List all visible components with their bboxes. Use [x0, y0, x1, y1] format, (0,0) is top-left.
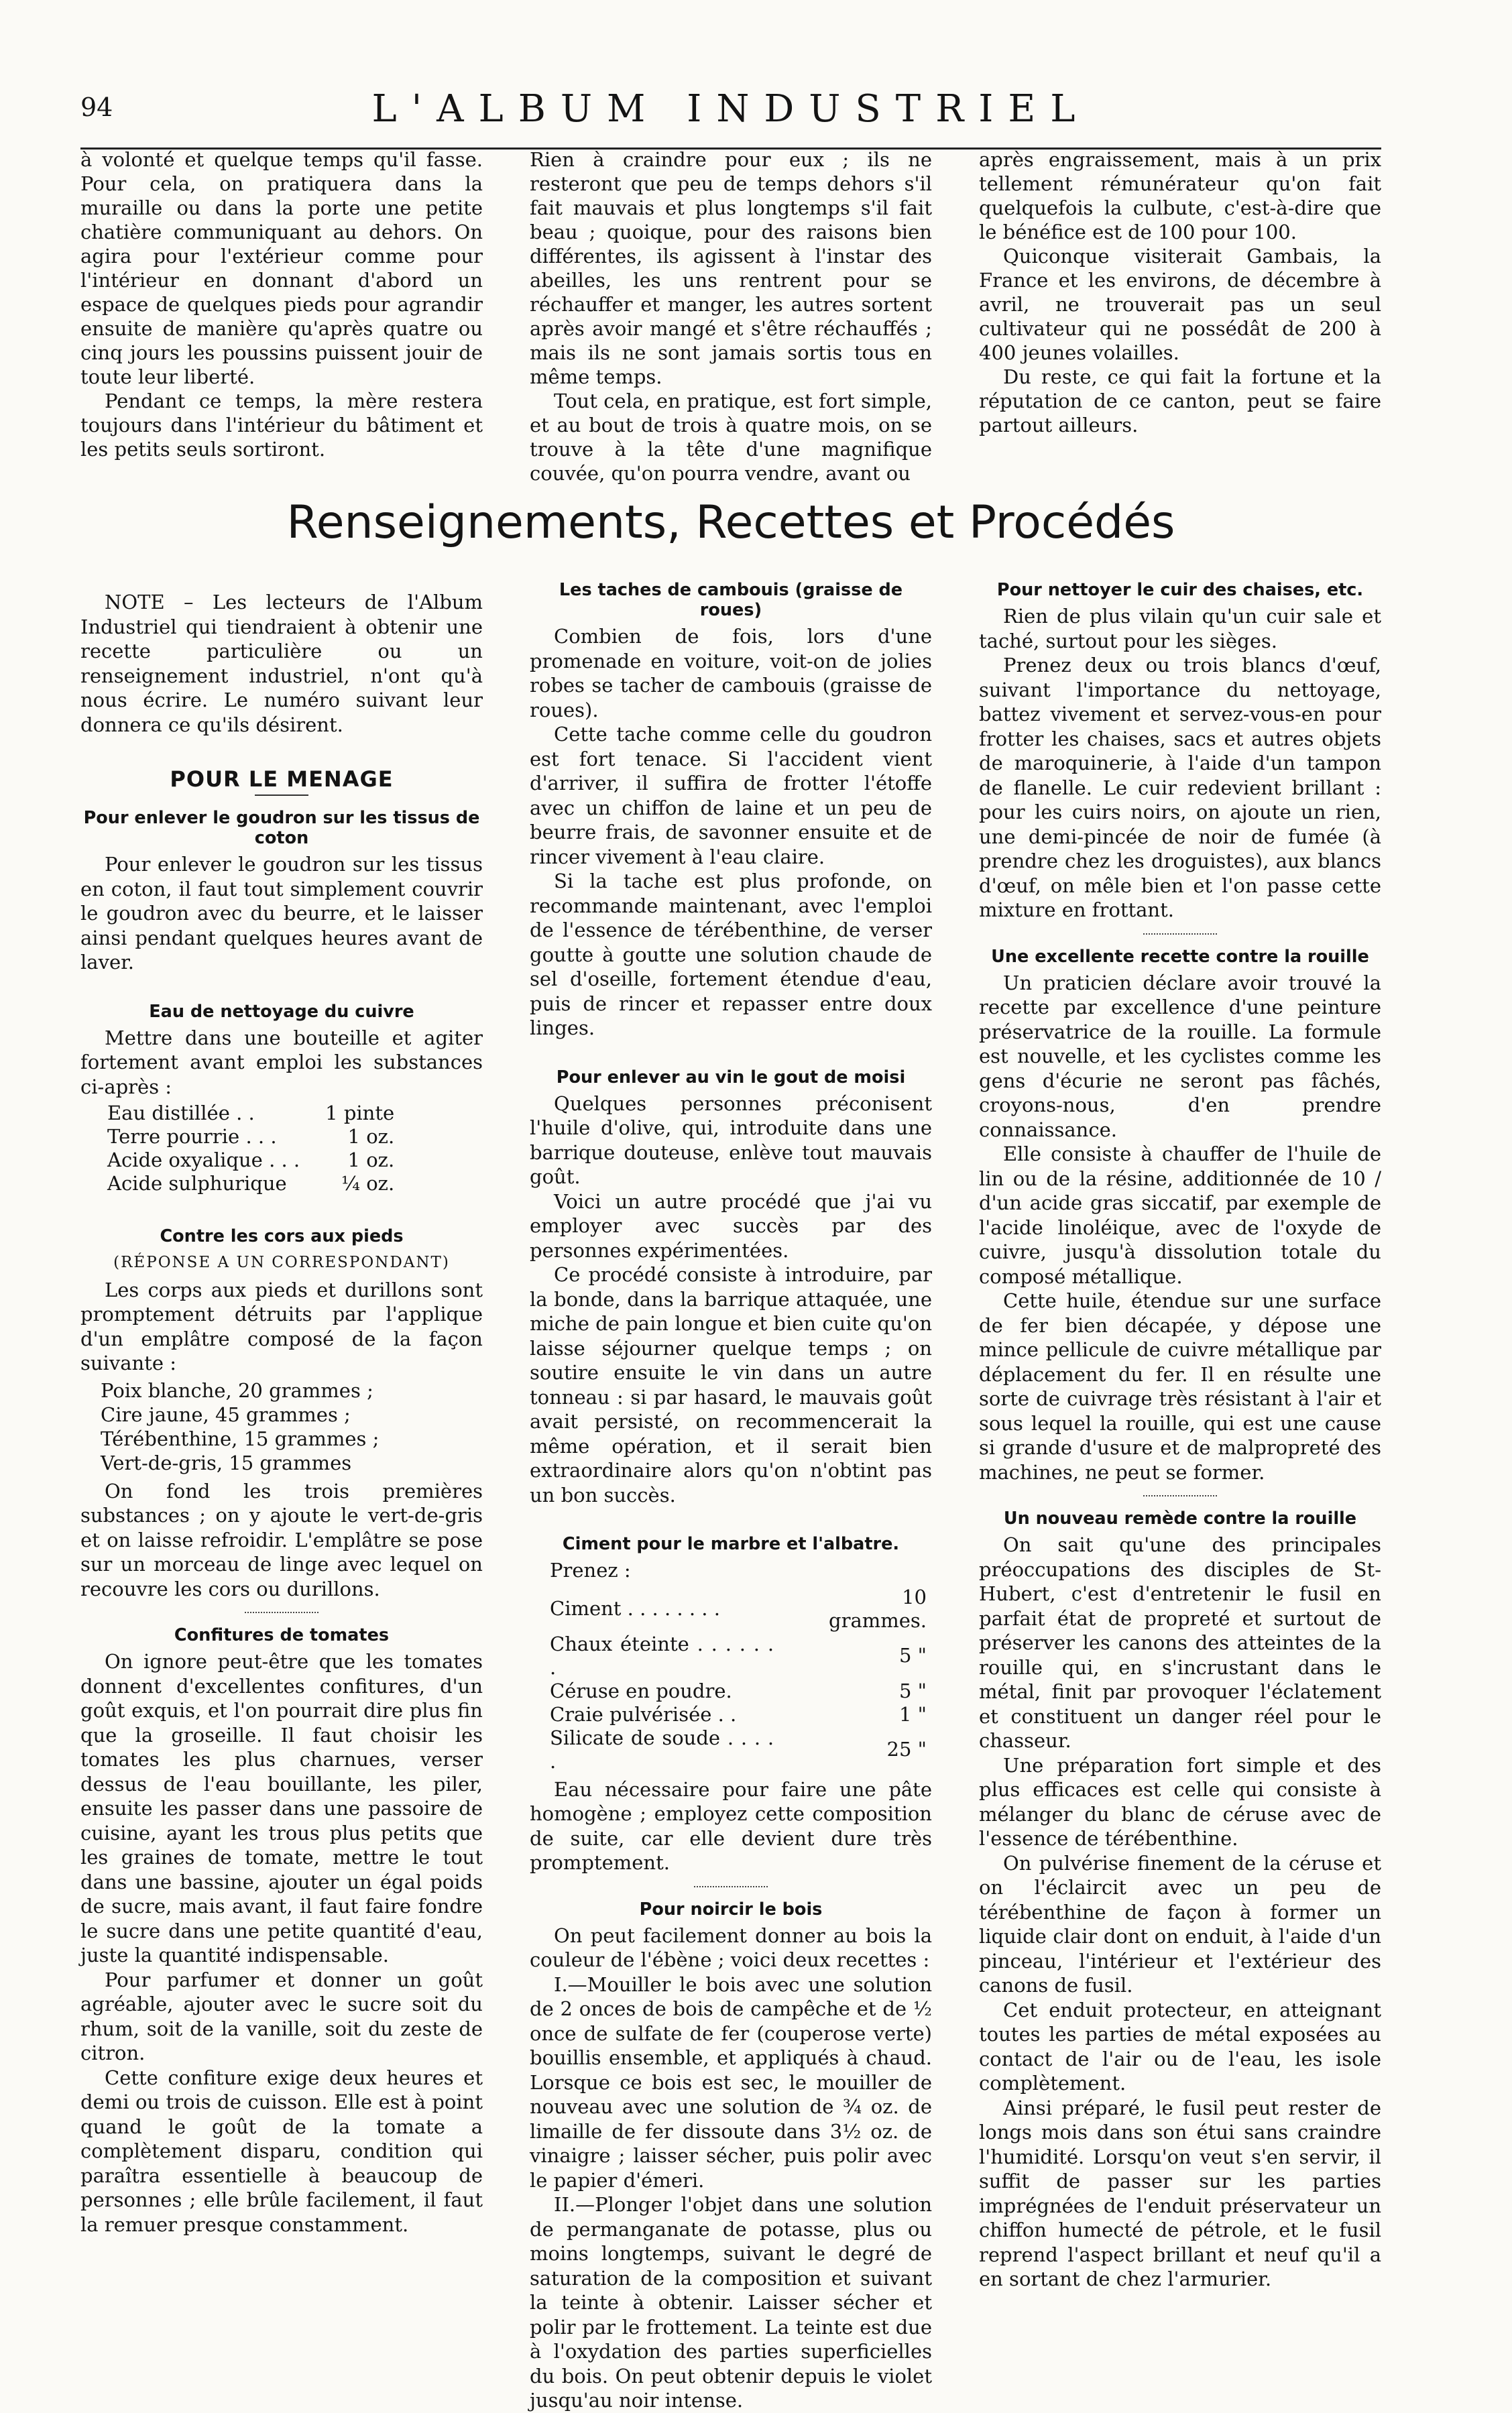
paragraph: Cette confiture exige deux heures et demi ou trois de cuisson. Elle est à point quand le goût de la tomate a complètement disparu, condition qui paraîtra essentielle à beaucoup de personnes ; elle brûle facilement, il faut la remuer presque constamment.: [80, 2066, 483, 2236]
paragraph: Si la tache est plus profonde, on recommande maintenant, avec l'emploi de l'essence de térébenthine, de verser goutte à goutte une solution chaude de sel d'oseille, fortement étendue d'eau, puis de rincer et repasser entre doux linges.: [530, 870, 932, 1039]
ingredient-table: [107, 1102, 400, 1195]
ingredient-name: Terre pourrie . . .: [107, 1125, 277, 1148]
journal-title: L'ALBUM INDUSTRIEL: [371, 87, 1090, 131]
list-item: Cire jaune, 45 grammes ;: [101, 1403, 351, 1426]
article-heading: Les taches de cambouis (graisse de roues): [559, 580, 903, 620]
divider: [694, 1886, 768, 1887]
ingredient-name: Eau distillée . .: [107, 1102, 255, 1124]
section-title: Renseignements, Recettes et Procédés: [286, 496, 1175, 549]
paragraph: On fond les trois premières substances ; on y ajoute le vert-de-gris et on laisse refroidir. L'emplâtre se pose sur un morceau de linge avec lequel on recouvre les cors ou durillons.: [80, 1479, 483, 1600]
paragraph: Du reste, ce qui fait la fortune et la réputation de ce canton, peut se faire partout ailleurs.: [979, 365, 1381, 436]
article-heading: Eau de nettoyage du cuivre: [149, 1001, 414, 1022]
article-subheading: (RÉPONSE A UN CORRESPONDANT): [113, 1254, 450, 1271]
paragraph: Eau nécessaire pour faire une pâte homogène ; employez cette composition de suite, car elle devient dure très promptement.: [530, 1777, 932, 1874]
divider: [255, 794, 308, 796]
paragraph: Ainsi préparé, le fusil peut rester de longs mois dans son étui sans craindre l'humidité. Lorsqu'on veut s'en servir, il suffit de passer sur les parties imprégnées de l'enduit préservateur un chiffon humecté de pétrole, et le fusil reprend l'aspect brillant et neuf qu'il a en sortant de chez l'armurier.: [979, 2096, 1381, 2290]
article-heading: Pour nettoyer le cuir des chaises, etc.: [996, 580, 1364, 600]
table-row: [550, 1726, 932, 1773]
list-item: Vert-de-gris, 15 grammes: [101, 1451, 352, 1474]
paragraph: Cet enduit protecteur, en atteignant toutes les parties de métal exposées au contact de l'air ou de l'eau, les isole complètement.: [979, 1998, 1381, 2095]
top-column-3: [979, 148, 1381, 437]
paragraph: On ignore peut-être que les tomates donnent d'excellentes confitures, d'un goût exquis, et l'on pourrait dire plus fin que la groseille. Il faut choisir les tomates les plus charnues, verser dessus de l'eau bouillante, les piler, ensuite les passer dans une passoire de cuisine, ayant les trous plus petits que les graines de tomate, mettre le tout dans une bassine, ajouter un égal poids de sucre, mais avant, il faut faire fondre le sucre dans une petite quantité d'eau, juste la quantité indispensable.: [80, 1650, 483, 1966]
table-row: [550, 1633, 932, 1680]
ingredient-qty: 1 pinte: [325, 1102, 395, 1124]
paragraph: On peut facilement donner au bois la couleur de l'ébène ; voici deux recettes :: [530, 1924, 932, 1971]
newspaper-page: [80, 67, 1381, 2412]
ingredient-name: Chaux éteinte . . . . . . .: [550, 1632, 774, 1679]
paragraph: Mettre dans une bouteille et agiter fortement avant emploi les substances ci-après :: [80, 1026, 483, 1098]
paragraph: On sait qu'une des principales préoccupations des disciples de St-Hubert, c'est d'entretenir le fusil en parfait état de propreté et surtout de préserver les canons des atteintes de la rouille qui, en s'incrustant dans le métal, finit par provoquer l'éclatement et constituent un danger réel pour le chasseur.: [979, 1533, 1381, 1752]
ingredient-name: Craie pulvérisée . .: [550, 1702, 737, 1726]
paragraph: Tout cela, en pratique, est fort simple, et au bout de trois à quatre mois, on se trouve à la tête d'une magnifique couvée, qu'on pourra vendre, avant ou: [530, 390, 932, 485]
ingredient-qty: 25 ": [886, 1738, 927, 1761]
article-heading: Pour enlever au vin le gout de moisi: [556, 1067, 906, 1087]
paragraph: Cette tache comme celle du goudron est fort tenace. Si l'accident vient d'arriver, il suffira de frotter l'étoffe avec un chiffon de laine et un peu de beurre frais, de savonner ensuite et de rincer vivement à l'eau claire.: [530, 723, 932, 868]
divider: [1143, 933, 1217, 935]
article-heading: Une excellente recette contre la rouille: [991, 946, 1369, 967]
paragraph: I.—Mouiller le bois avec une solution de 2 onces de bois de campêche et de ½ once de sulfate de fer (couperose verte) bouillis ensemble, et appliqués à chaud. Lorsque ce bois est sec, le mouiller de nouveau avec une solution de ¾ oz. de limaille de fer dissoute dans 3½ oz. de vinaigre ; laisser sécher, puis polir avec le papier d'émeri.: [530, 1973, 932, 2192]
article-heading: Confitures de tomates: [174, 1625, 390, 1645]
divider: [1143, 1495, 1217, 1496]
ingredient-list: [101, 1378, 483, 1475]
paragraph: Les corps aux pieds et durillons sont promptement détruits par l'applique d'un emplâtre composé de la façon suivante :: [80, 1278, 483, 1374]
ingredient-qty: 5 ": [898, 1644, 927, 1667]
column-3: [979, 580, 1381, 2292]
ingredient-qty: ¼ oz.: [341, 1172, 395, 1195]
table-row: [550, 1586, 932, 1633]
paragraph: Elle consiste à chauffer de l'huile de lin ou de la résine, additionnée de 10 / d'un acide gras siccatif, par exemple de l'acide linoléique, avec de l'oxyde de cuivre, jusqu'à dissolution totale du composé métallique.: [979, 1142, 1381, 1288]
article-heading: Pour enlever le goudron sur les tissus de coton: [83, 808, 480, 848]
editor-note: NOTE – Les lecteurs de l'Album Industriel qui tiendraient à obtenir une recette particulière ou un renseignement industriel, n'ont qu'à nous écrire. Le numéro suivant leur donnera ce qu'ils désirent.: [80, 591, 483, 736]
paragraph: Un praticien déclare avoir trouvé la recette par excellence d'une peinture préservatrice de la rouille. La formule est nouvelle, et les cyclistes comme les gens d'écurie ne seront pas fâchés, croyons-nous, d'en prendre connaissance.: [979, 971, 1381, 1141]
paragraph: Ce procédé consiste à introduire, par la bonde, dans la barrique attaquée, une miche de pain longue et bien cuite qu'on laisse séjourner quelque temps ; on soutire ensuite le vin dans un autre tonneau : si par hasard, le mauvais goût avait persisté, on recommencerait la même opération, et il serait bien extraordinaire alors qu'on n'obtint pas un bon succès.: [530, 1263, 932, 1507]
ingredient-name: Céruse en poudre.: [550, 1679, 732, 1702]
paragraph: Pendant ce temps, la mère restera toujours dans l'intérieur du bâtiment et les petits seuls sortiront.: [80, 390, 483, 461]
top-column-2: [530, 148, 932, 485]
paragraph: Pour parfumer et donner un goût agréable, ajouter avec le sucre soit du rhum, soit de la vanille, soit du zeste de citron.: [80, 1968, 483, 2064]
column-1: [80, 590, 483, 2237]
paragraph: après engraissement, mais à un prix tellement rémunérateur qu'on fait quelquefois la culbute, c'est-à-dire que le bénéfice est de 100 pour 100.: [979, 148, 1381, 243]
table-row: [107, 1172, 400, 1195]
ingredient-name: Ciment . . . . . . . .: [550, 1597, 720, 1620]
paragraph: Pour enlever le goudron sur les tissus en coton, il faut tout simplement couvrir le goudron avec du beurre, et le laisser ainsi pendant quelques heures avant de laver.: [80, 853, 483, 974]
paragraph: Une préparation fort simple et des plus efficaces est celle qui consiste à mélanger du blanc de céruse avec de l'essence de térébenthine.: [979, 1753, 1381, 1850]
divider: [245, 1612, 318, 1613]
ingredient-table: [550, 1586, 932, 1773]
top-column-1: [80, 148, 483, 461]
ingredient-qty: 1 ": [898, 1702, 927, 1726]
table-row: [107, 1149, 400, 1172]
ingredient-qty: 10 grammes.: [829, 1585, 927, 1632]
paragraph: Quiconque visiterait Gambais, la France et les environs, de décembre à avril, ne trouverait pas un seul cultivateur qui ne possédât de 200 à 400 jeunes volailles.: [979, 245, 1381, 364]
ingredient-qty: 1 oz.: [347, 1149, 395, 1171]
paragraph: Prenez :: [550, 1559, 631, 1582]
list-item: Térébenthine, 15 grammes ;: [101, 1427, 380, 1450]
paragraph: Quelques personnes préconisent l'huile d'olive, qui, introduite dans une barrique douteuse, enlève tout mauvais goût.: [530, 1092, 932, 1188]
article-heading: Ciment pour le marbre et l'albatre.: [562, 1534, 900, 1554]
page-number: 94: [80, 93, 113, 122]
article-heading: Contre les cors aux pieds: [160, 1226, 404, 1246]
paragraph: Prenez deux ou trois blancs d'œuf, suivant l'importance du nettoyage, battez vivement et servez-vous-en pour frotter les chaises, sacs et autres objets de maroquinerie, à l'aide d'un tampon de flanelle. Le cuir redevient brillant : pour les cuirs noirs, on ajoute un rien, une demi-pincée de noir de fumée (à prendre chez les droguistes), aux blancs d'œuf, on mêle bien et l'on passe cette mixture en frottant.: [979, 654, 1381, 921]
paragraph: à volonté et quelque temps qu'il fasse. Pour cela, on pratiquera dans la muraille ou dans la porte une petite chatière communiquant au dehors. On agira pour l'extérieur comme pour l'intérieur en donnant d'abord un espace de quelques pieds pour agrandir ensuite de manière qu'après quatre ou cinq jours les poussins puissent jouir de toute leur liberté.: [80, 148, 483, 388]
table-row: [107, 1125, 400, 1149]
list-item: Poix blanche, 20 grammes ;: [101, 1378, 373, 1402]
article-heading: Un nouveau remède contre la rouille: [1003, 1509, 1357, 1529]
paragraph: Combien de fois, lors d'une promenade en voiture, voit-on de jolies robes se tacher de cambouis (graisse de roues).: [530, 625, 932, 721]
table-row: [550, 1680, 932, 1703]
paragraph: Cette huile, étendue sur une surface de fer bien décapée, y dépose une mince pellicule de cuivre métallique par déplacement du fer. Il en résulte une sorte de cuivrage très résistant à l'air et sous lequel la rouille, qui est une cause si grande d'usure et de malpropreté des machines, ne peut se former.: [979, 1289, 1381, 1484]
article-heading: Pour noircir le bois: [639, 1899, 823, 1920]
column-2: [530, 580, 932, 2413]
ingredient-qty: 1 oz.: [347, 1125, 395, 1148]
paragraph: Rien à craindre pour eux ; ils ne resteront que peu de temps dehors s'il fait mauvais et plus longtemps s'il fait beau ; quoique, pour des raisons bien différentes, ils agissent à l'instar des abeilles, les uns rentrent pour se réchauffer et manger, les autres sortent après avoir mangé et s'être réchauffés ; mais ils ne sont jamais sortis tous en même temps.: [530, 148, 932, 388]
section-heading: POUR LE MENAGE: [170, 766, 394, 792]
ingredient-name: Silicate de soude . . . . .: [550, 1726, 774, 1773]
paragraph: Rien de plus vilain qu'un cuir sale et taché, surtout pour les sièges.: [979, 605, 1381, 652]
ingredient-qty: 5 ": [898, 1679, 927, 1702]
ingredient-name: Acide oxyalique . . .: [107, 1149, 300, 1171]
paragraph: Voici un autre procédé que j'ai vu employer avec succès par des personnes expérimentées.: [530, 1189, 932, 1262]
running-head: [80, 87, 1381, 134]
paragraph: II.—Plonger l'objet dans une solution de permanganate de potasse, plus ou moins longtemps, suivant le degré de saturation de la composition et suivant la teinte à obtenir. Laisser sécher et polir par le frottement. La teinte est due à l'oxydation des parties superficielles du bois. On peut obtenir depuis le violet jusqu'au noir intense.: [530, 2193, 932, 2412]
paragraph: On pulvérise finement de la céruse et on l'éclaircit avec un peu de térébenthine de façon à former un liquide clair dont on enduit, à l'aide d'un pinceau, l'intérieur et l'extérieur des canons de fusil.: [979, 1851, 1381, 1997]
table-row: [107, 1102, 400, 1125]
ingredient-name: Acide sulphurique: [107, 1172, 287, 1195]
table-row: [550, 1703, 932, 1726]
